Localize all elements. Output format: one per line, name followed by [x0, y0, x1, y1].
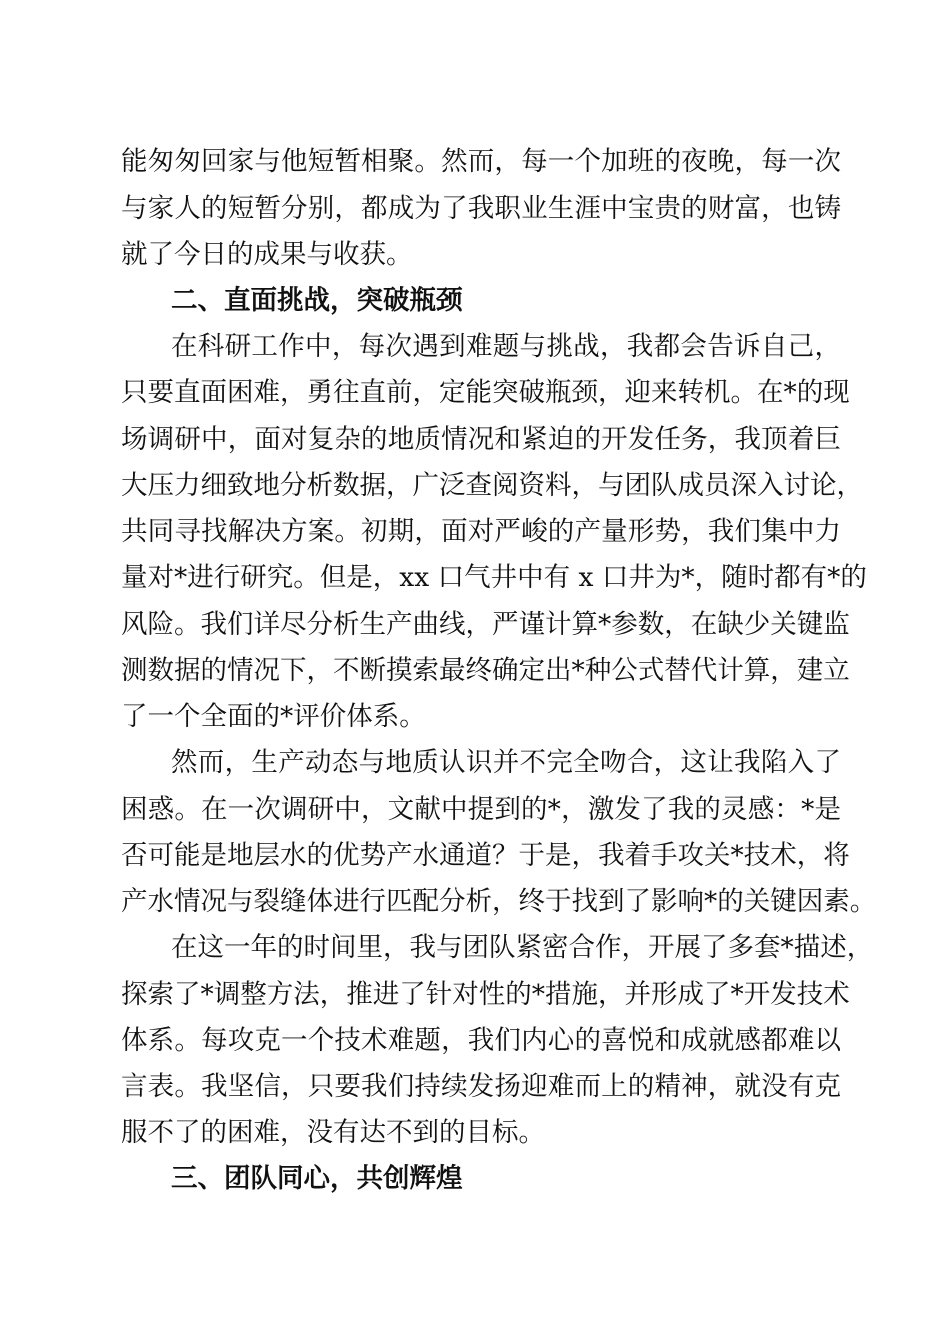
paragraph-line: 大压力细致地分析数据，广泛查阅资料，与团队成员深入讨论，	[121, 470, 863, 501]
paragraph-line: 产水情况与裂缝体进行匹配分析，终于找到了影响*的关键因素。	[121, 886, 877, 917]
paragraph-line: 能匆匆回家与他短暂相聚。然而，每一个加班的夜晚，每一次	[121, 146, 841, 177]
paragraph-line: 与家人的短暂分别，都成为了我职业生涯中宝贵的财富，也铸	[121, 193, 841, 224]
paragraph-line: 共同寻找解决方案。初期，面对严峻的产量形势，我们集中力	[121, 516, 841, 547]
paragraph-line: 体系。每攻克一个技术难题，我们内心的喜悦和成就感都难以	[121, 1025, 841, 1056]
paragraph-line: 场调研中，面对复杂的地质情况和紧迫的开发任务，我顶着巨	[121, 424, 841, 455]
paragraph-line: 服不了的困难，没有达不到的目标。	[121, 1117, 545, 1148]
section-heading-3: 三、团队同心，共创辉煌	[171, 1163, 463, 1194]
paragraph-line: 风险。我们详尽分析生产曲线，严谨计算*参数，在缺少关键监	[121, 609, 850, 640]
paragraph-line: 困惑。在一次调研中，文献中提到的*，激发了我的灵感：*是	[121, 794, 841, 825]
section-heading-2: 二、直面挑战，突破瓶颈	[171, 285, 463, 316]
paragraph-line: 测数据的情况下，不断摸索最终确定出*种公式替代计算，建立	[121, 655, 850, 686]
paragraph-line: 量对*进行研究。但是，xx 口气井中有 x 口井为*，随时都有*的	[121, 562, 867, 593]
paragraph-line: 在科研工作中，每次遇到难题与挑战，我都会告诉自己，	[171, 331, 841, 362]
paragraph-line: 只要直面困难，勇往直前，定能突破瓶颈，迎来转机。在*的现	[121, 377, 850, 408]
paragraph-line: 了一个全面的*评价体系。	[121, 701, 426, 732]
paragraph-line: 言表。我坚信，只要我们持续发扬迎难而上的精神，就没有克	[121, 1071, 841, 1102]
paragraph-line: 否可能是地层水的优势产水通道？于是，我着手攻关*技术，将	[121, 840, 850, 871]
paragraph-line: 在这一年的时间里，我与团队紧密合作，开展了多套*描述，	[171, 932, 874, 963]
paragraph-line: 然而，生产动态与地质认识并不完全吻合，这让我陷入了	[171, 747, 841, 778]
paragraph-line: 就了今日的成果与收获。	[121, 239, 413, 270]
paragraph-line: 探索了*调整方法，推进了针对性的*措施，并形成了*开发技术	[121, 979, 850, 1010]
